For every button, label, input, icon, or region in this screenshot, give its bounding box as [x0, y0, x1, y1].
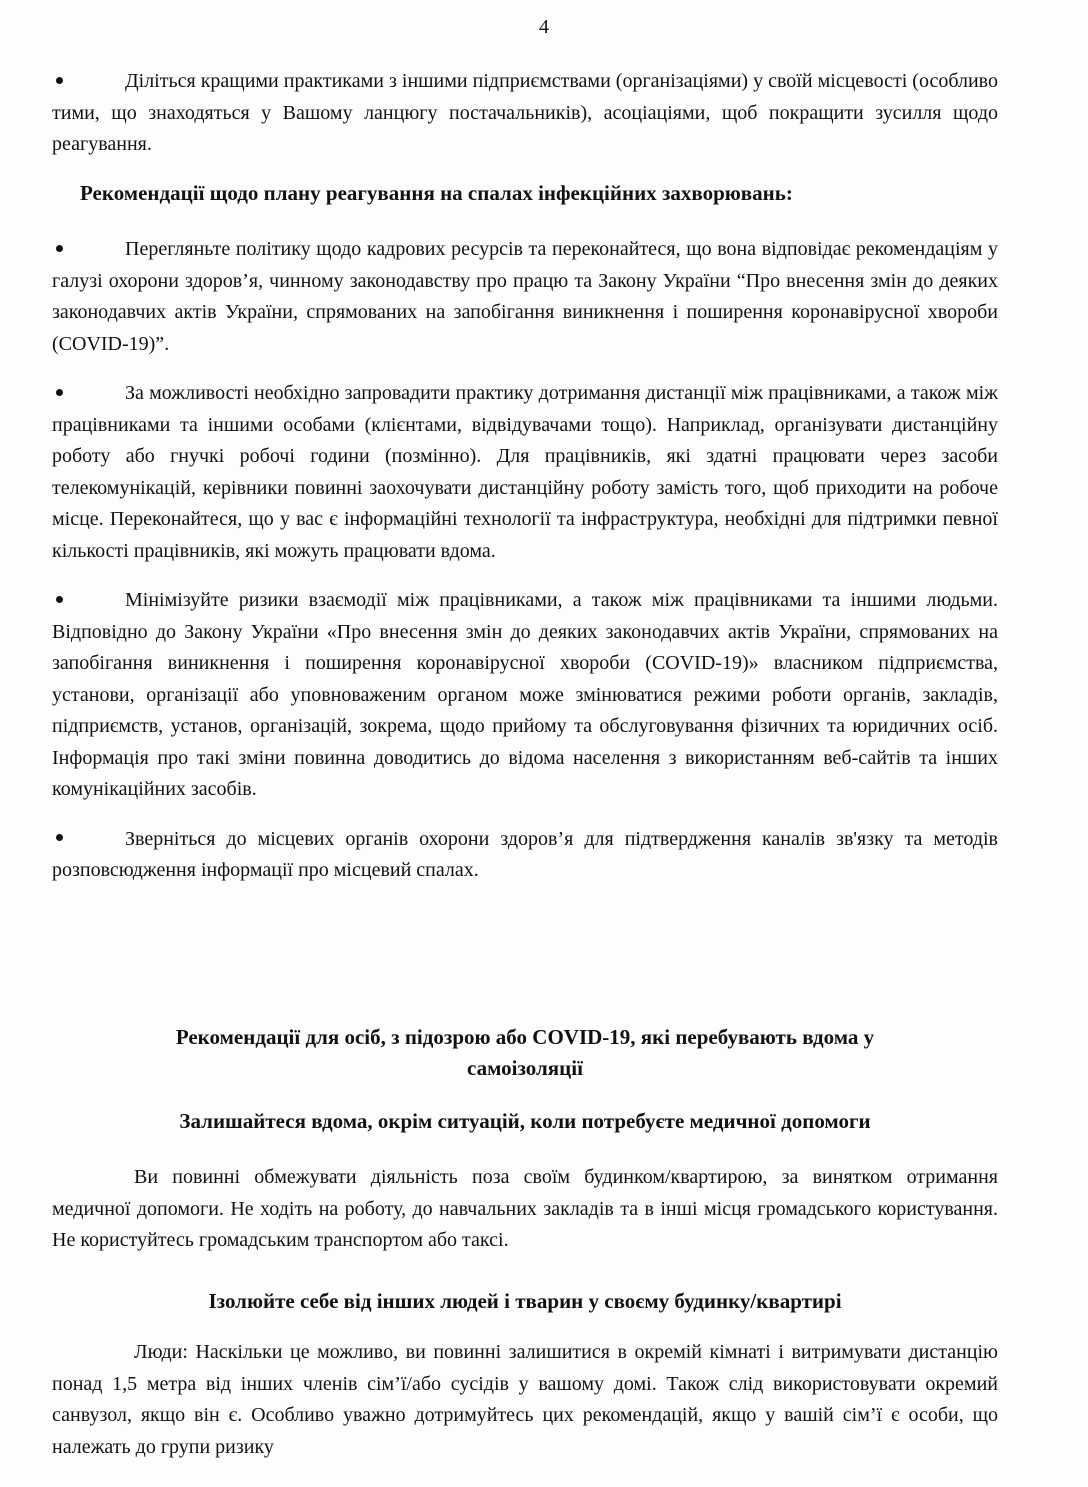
list-item [52, 585, 998, 806]
list-item [52, 234, 998, 360]
list-item-text: Зверніться до місцевих органів охорони здоров’я для підтвердження каналів зв'язку та методів розповсюдження інформації про місцевий спалах. [52, 827, 998, 881]
subheading-isolate: Ізолюйте себе від інших людей і тварин у своєму будинку/квартирі [208, 1289, 842, 1313]
list-item [52, 66, 998, 161]
list-item [52, 378, 998, 567]
paragraph-stay-home [52, 1162, 998, 1257]
list-item-text: Мінімізуйте ризики взаємодії між працівниками, а також між працівниками та іншими людьми. Відповідно до Закону України «Про внесення змін до деяких законодавчих актів України, спрямованих на запобігання виникнення і поширення коронавірусної хвороби (COVID-19)» власником підприємства, установи, організації або уповноваженим органом може змінюватися режими роботи органів, закладів, підприємств, установ, організацій, зокрема, щодо прийому та обслуговування фізичних та юридичних осіб. Інформація про такі зміни повинна доводитись до відома населення з використанням веб-сайтів та інших комунікаційних засобів. [52, 589, 998, 800]
bullet-icon [56, 77, 63, 84]
list-item [52, 824, 998, 887]
heading-line-1: Рекомендації для осіб, з підозрою або COVID-19, які перебувають вдома у [175, 1025, 875, 1049]
page-number: 4 [539, 16, 549, 38]
bullet-list-plan [52, 234, 998, 887]
bullet-icon [56, 834, 63, 841]
bullet-icon [56, 596, 63, 603]
list-item-text: Перегляньте політику щодо кадрових ресурсів та переконайтеся, що вона відповідає рекомендаціям у галузі охорони здоров’я, чинному законодавству про працю та Закону України “Про внесення змін до деяких законодавчих актів України, спрямованих на запобігання виникнення і поширення коронавірусної хвороби (COVID-19)”. [52, 238, 998, 355]
body-paragraph [52, 1162, 998, 1257]
bullet-icon [56, 389, 63, 396]
body-paragraph [52, 1337, 998, 1463]
paragraph-isolate [52, 1337, 998, 1463]
subheading-stay-home: Залишайтеся вдома, окрім ситуацій, коли потребуєте медичної допомоги [179, 1109, 871, 1133]
list-item-text: За можливості необхідно запровадити практику дотримання дистанції між працівниками, а також між працівниками та іншими особами (клієнтами, відвідувачами тощо). Наприклад, організувати дистанційну роботу або гнучкі робочі години (позмінно). Для працівників, які здатні працювати через засоби телекомунікацій, керівники повинні заохочувати дистанційну роботу замість того, щоб приходити на робоче місце. Переконайтеся, що у вас є інформаційні технології та інфраструктура, необхідні для підтримки певної кількості працівників, які можуть працювати вдома. [52, 382, 998, 562]
paragraph-text: Ви повинні обмежувати діяльність поза своїм будинком/квартирою, за винятком отримання медичної допомоги. Не ходіть на роботу, до навчальних закладів та в інші місця громадського користування. Не користуйтесь громадським транспортом або таксі. [52, 1166, 998, 1251]
bullet-icon [56, 245, 63, 252]
section-heading-self-isolation [52, 1022, 998, 1084]
section-heading-response-plan: Рекомендації щодо плану реагування на спалах інфекційних захворювань: [80, 181, 793, 205]
heading-line-2: самоізоляції [467, 1056, 583, 1080]
bullet-list-top [52, 66, 998, 161]
list-item-text: Діліться кращими практиками з іншими підприємствами (організаціями) у своїй місцевості (особливо тими, що знаходяться у Вашому ланцюгу постачальників), асоціаціями, щоб покращити зусилля щодо реагування. [52, 70, 998, 155]
paragraph-text: Люди: Наскільки це можливо, ви повинні залишитися в окремій кімнаті і витримувати дистанцію понад 1,5 метра від інших членів сім’ї/або сусідів у вашому домі. Також слід використовувати окремий санвузол, якщо він є. Особливо уважно дотримуйтесь цих рекомендацій, якщо у вашій сім’ї є особи, що належать до групи ризику [52, 1341, 998, 1458]
